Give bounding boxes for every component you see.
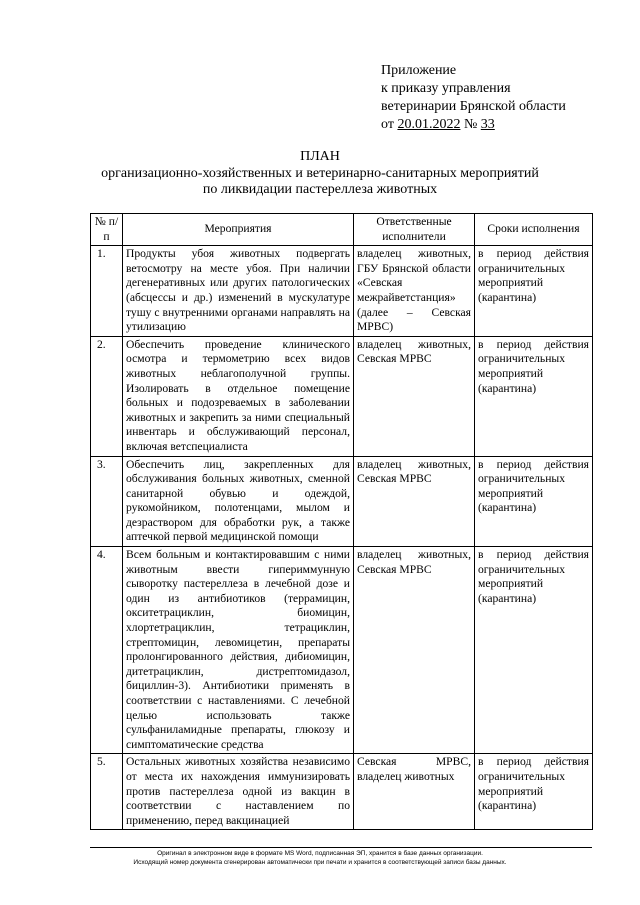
row-responsible: Севская МРВС, владелец животных	[354, 754, 475, 830]
order-date: 20.01.2022	[397, 117, 461, 132]
row-term: в период действия ограничительных мероприятий (карантина)	[475, 456, 593, 547]
row-measure: Всем больным и контактировавшим с ними животным ввести гипериммунную сыворотку пастереллеза в лечебной дозе и один из антибиотиков (террамицин, окситетрациклин, биомицин, хлортетрациклин, тетрациклин, стрептомицин, левомицетин, препараты пролонгированного действия, дибиомицин, дитетрациклин, дистрептомидазол, бициллин-3). Антибиотики применять в соответствии с наставлениями. С лечебной целью использовать также сульфаниламидные препараты, глюкозу и симптоматические средства	[123, 547, 354, 754]
row-measure: Продукты убоя животных подвергать ветосмотру на месте убоя. При наличии дегенеративных или других патологических (абсцессы и др.) изменений в мускулатуре тушу с внутренними органами направлять на утилизацию	[123, 246, 354, 337]
appendix-from: от	[381, 117, 398, 132]
footer-divider	[90, 847, 592, 848]
footer-note	[0, 849, 640, 867]
header-measures: Мероприятия	[123, 214, 354, 246]
table-row	[91, 336, 593, 456]
row-responsible: владелец животных, Севская МРВС	[354, 547, 475, 754]
footer-line-2: Исходящий номер документа сгенерирован автоматически при печати и хранится в соответствующей записи базы данных.	[133, 859, 507, 866]
order-number: 33	[480, 117, 495, 132]
appendix-line3: ветеринарии Брянской области	[381, 99, 566, 114]
plan-title: ПЛАН	[300, 149, 340, 164]
appendix-line1: Приложение	[381, 63, 457, 78]
row-responsible: владелец животных, Севская МРВС	[354, 456, 475, 547]
row-num: 3.	[91, 456, 123, 547]
row-num: 4.	[91, 547, 123, 754]
row-term: в период действия ограничительных мероприятий (карантина)	[475, 547, 593, 754]
row-num: 1.	[91, 246, 123, 337]
table-header-row	[91, 214, 593, 246]
footer-line-1: Оригинал в электронном виде в формате MS Word, подписанная ЭП, хранится в базе данных организации.	[157, 850, 483, 857]
table-row	[91, 246, 593, 337]
number-sign: №	[460, 117, 481, 132]
row-measure: Обеспечить проведение клинического осмотра и термометрию всех видов животных неблагополучной группы. Изолировать в отдельное помещение больных и подозреваемых в заболевании животных и закрепить за ними специальный инвентарь и обслуживающий персонал, включая ветспециалиста	[123, 336, 354, 456]
header-responsible: Ответственные исполнители	[354, 214, 475, 246]
row-responsible: владелец животных, Севская МРВС	[354, 336, 475, 456]
table-row	[91, 754, 593, 830]
plan-subtitle-2: по ликвидации пастереллеза животных	[202, 182, 438, 197]
table-row	[91, 547, 593, 754]
row-term: в период действия ограничительных мероприятий (карантина)	[475, 336, 593, 456]
appendix-order-ref	[381, 116, 566, 134]
measures-table	[90, 213, 593, 830]
row-num: 5.	[91, 754, 123, 830]
row-term: в период действия ограничительных мероприятий (карантина)	[475, 754, 593, 830]
row-responsible: владелец животных, ГБУ Брянской области «Севская межрайветстанция» (далее – Севская МРВС)	[354, 246, 475, 337]
row-measure: Обеспечить лиц, закрепленных для обслуживания больных животных, сменной санитарной обувью и одеждой, рукомойником, полотенцами, мылом и дезраствором для обработки рук, а также аптечкой первой медицинской помощи	[123, 456, 354, 547]
appendix-block	[381, 62, 566, 134]
plan-title-block	[0, 149, 640, 199]
header-terms: Сроки исполнения	[475, 214, 593, 246]
row-num: 2.	[91, 336, 123, 456]
appendix-line2: к приказу управления	[381, 81, 511, 96]
header-num: № п/п	[91, 214, 123, 246]
table-row	[91, 456, 593, 547]
plan-subtitle-1: организационно-хозяйственных и ветеринарно-санитарных мероприятий	[101, 165, 539, 181]
row-measure: Остальных животных хозяйства независимо от места их нахождения иммунизировать против пастереллеза одной из вакцин в соответствии с наставлением по применению, перед вакцинацией	[123, 754, 354, 830]
row-term: в период действия ограничительных мероприятий (карантина)	[475, 246, 593, 337]
